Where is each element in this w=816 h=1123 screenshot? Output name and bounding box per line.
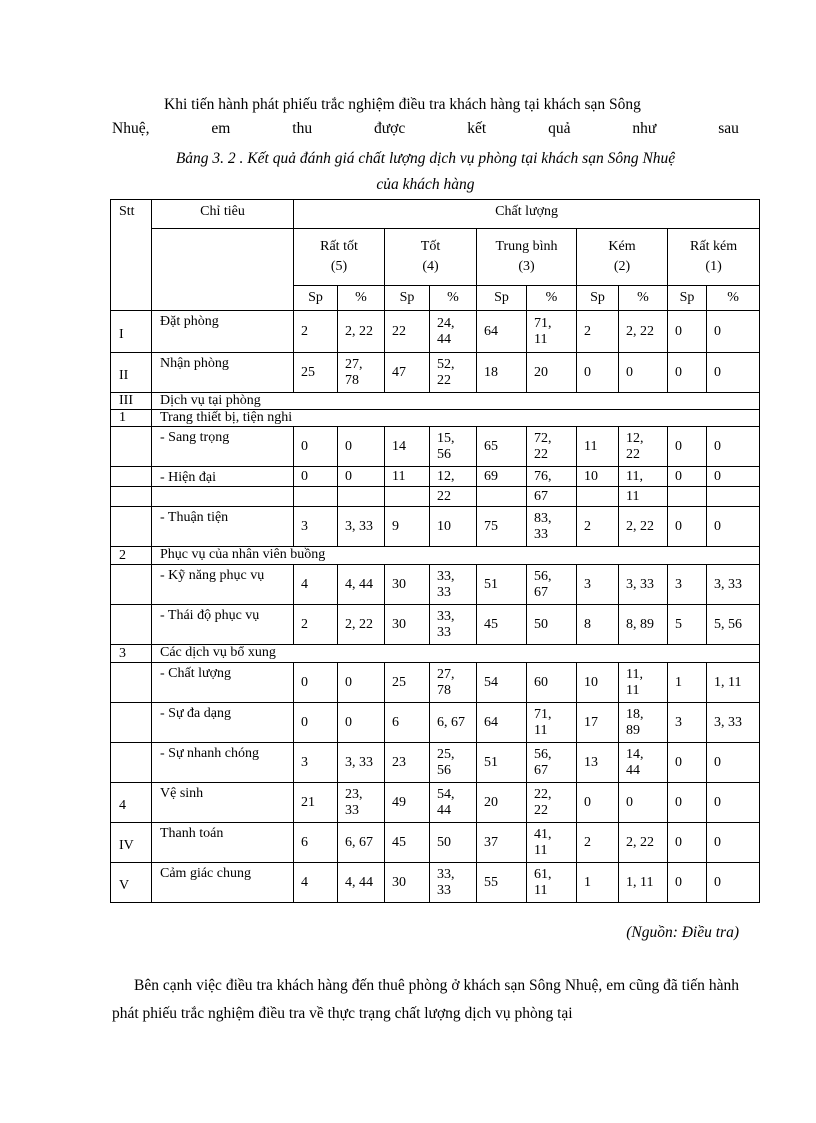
table-cell: 27, 78	[338, 353, 385, 393]
row-stt: II	[111, 353, 152, 393]
table-caption	[112, 146, 739, 198]
table-cell: 22, 22	[527, 783, 577, 823]
row-label: Trang thiết bị, tiện nghi	[152, 410, 760, 427]
table-row	[111, 565, 760, 605]
table-cell	[385, 487, 430, 507]
table-cell: 3	[294, 743, 338, 783]
header-sub: Sp	[294, 286, 338, 311]
table-row	[111, 783, 760, 823]
intro-word: quả	[548, 120, 571, 137]
table-cell: 10	[577, 663, 619, 703]
table-cell: 10	[577, 467, 619, 487]
table-row	[111, 645, 760, 663]
table-cell: 17	[577, 703, 619, 743]
table-cell: 54, 44	[430, 783, 477, 823]
intro-line-2	[112, 117, 739, 141]
table-cell: 1, 11	[619, 863, 668, 903]
table-row	[111, 393, 760, 410]
table-cell: 75	[477, 507, 527, 547]
source-note: (Nguồn: Điều tra)	[626, 924, 739, 941]
table-cell: 65	[477, 427, 527, 467]
table-cell: 30	[385, 863, 430, 903]
row-stt	[111, 743, 152, 783]
table-cell: 56, 67	[527, 743, 577, 783]
row-label: Nhận phòng	[152, 353, 294, 393]
table-cell: 71, 11	[527, 703, 577, 743]
table-cell: 56, 67	[527, 565, 577, 605]
table-cell: 4	[294, 863, 338, 903]
level-name: Kém	[608, 239, 636, 254]
intro-line-1: Khi tiến hành phát phiếu trắc nghiệm điều tra khách hàng tại khách sạn Sông	[164, 96, 641, 113]
table-cell: 0	[668, 427, 707, 467]
row-stt	[111, 427, 152, 467]
table-cell: 47	[385, 353, 430, 393]
table-cell: 0	[707, 311, 760, 353]
header-sub: Sp	[668, 286, 707, 311]
table-cell: 1	[668, 663, 707, 703]
table-row	[111, 410, 760, 427]
table-cell: 67	[527, 487, 577, 507]
level-score: (4)	[422, 259, 439, 274]
table-cell: 0	[338, 663, 385, 703]
table-cell: 15, 56	[430, 427, 477, 467]
closing-paragraph: Bên cạnh việc điều tra khách hàng đến thuê phòng ở khách sạn Sông Nhuệ, em cũng đã tiến hành phát phiếu trắc nghiệm điều tra về thực trạng chất lượng dịch vụ phòng tại	[112, 977, 739, 1022]
table-cell: 14	[385, 427, 430, 467]
row-label: Các dịch vụ bổ xung	[152, 645, 760, 663]
table-cell: 11, 11	[619, 663, 668, 703]
table-cell: 2, 22	[338, 605, 385, 645]
table-cell: 18, 89	[619, 703, 668, 743]
header-sub: %	[707, 286, 760, 311]
table-cell: 2	[294, 311, 338, 353]
table-cell: 45	[477, 605, 527, 645]
table-cell: 0	[707, 783, 760, 823]
row-label: - Chất lượng	[152, 663, 294, 703]
row-stt: III	[111, 393, 152, 410]
table-cell: 41, 11	[527, 823, 577, 863]
row-stt	[111, 565, 152, 605]
table-cell	[707, 487, 760, 507]
table-cell: 22	[385, 311, 430, 353]
table-row	[111, 487, 760, 507]
level-score: (2)	[613, 259, 631, 274]
table-cell: 0	[707, 743, 760, 783]
table-cell: 12, 22	[619, 427, 668, 467]
row-label: - Sự đa dạng	[152, 703, 294, 743]
level-name: Trung bình	[495, 239, 558, 254]
header-criteria: Chỉ tiêu	[152, 200, 294, 229]
table-cell: 2	[294, 605, 338, 645]
table-cell: 64	[477, 311, 527, 353]
table-cell: 25	[294, 353, 338, 393]
row-stt	[111, 703, 152, 743]
row-label: - Kỹ năng phục vụ	[152, 565, 294, 605]
table-cell: 11,	[619, 467, 668, 487]
header-sub: %	[338, 286, 385, 311]
table-cell: 3	[668, 565, 707, 605]
table-cell: 2	[577, 823, 619, 863]
header-levels-row	[111, 229, 760, 286]
table-row	[111, 311, 760, 353]
table-cell	[477, 487, 527, 507]
table-cell: 0	[707, 427, 760, 467]
table-cell: 0	[577, 783, 619, 823]
table-cell: 45	[385, 823, 430, 863]
table-cell: 60	[527, 663, 577, 703]
table-cell: 71, 11	[527, 311, 577, 353]
table-cell: 4, 44	[338, 565, 385, 605]
table-row	[111, 743, 760, 783]
header-level	[668, 229, 760, 286]
level-name: Rất kém	[690, 239, 738, 254]
header-level	[385, 229, 477, 286]
table-cell: 0	[668, 743, 707, 783]
row-label: Phục vụ của nhân viên buồng	[152, 547, 760, 565]
table-cell: 2	[577, 311, 619, 353]
row-stt: 4	[111, 783, 152, 823]
table-cell: 0	[577, 353, 619, 393]
row-label: - Sự nhanh chóng	[152, 743, 294, 783]
table-cell: 21	[294, 783, 338, 823]
table-cell: 3	[668, 703, 707, 743]
table-cell: 3	[577, 565, 619, 605]
table-cell: 55	[477, 863, 527, 903]
table-cell: 2, 22	[619, 823, 668, 863]
table-cell: 8, 89	[619, 605, 668, 645]
table-row	[111, 547, 760, 565]
table-cell: 33, 33	[430, 863, 477, 903]
table-cell: 1, 11	[707, 663, 760, 703]
table-row	[111, 467, 760, 487]
table-cell: 24, 44	[430, 311, 477, 353]
table-cell: 30	[385, 565, 430, 605]
table-cell: 33, 33	[430, 565, 477, 605]
table-cell: 18	[477, 353, 527, 393]
table-cell: 83, 33	[527, 507, 577, 547]
row-label: Thanh toán	[152, 823, 294, 863]
intro-word: Nhuệ,	[112, 120, 150, 137]
table-cell: 22	[430, 487, 477, 507]
header-level	[477, 229, 577, 286]
table-cell: 2, 22	[619, 311, 668, 353]
table-cell: 72, 22	[527, 427, 577, 467]
row-label: Cảm giác chung	[152, 863, 294, 903]
caption-line-1: Bảng 3. 2 . Kết quả đánh giá chất lượng dịch vụ phòng tại khách sạn Sông Nhuệ	[175, 150, 676, 167]
table-cell: 61, 11	[527, 863, 577, 903]
table-cell: 11	[577, 427, 619, 467]
table-cell: 13	[577, 743, 619, 783]
table-cell: 11	[385, 467, 430, 487]
table-row	[111, 823, 760, 863]
table-cell: 23	[385, 743, 430, 783]
table-cell: 51	[477, 743, 527, 783]
table-cell: 6	[294, 823, 338, 863]
table-cell: 0	[668, 783, 707, 823]
header-level	[577, 229, 668, 286]
table-cell: 3, 33	[338, 507, 385, 547]
table-cell: 64	[477, 703, 527, 743]
table-cell: 3, 33	[338, 743, 385, 783]
table-cell: 0	[707, 823, 760, 863]
table-cell: 3	[294, 507, 338, 547]
table-cell: 0	[294, 427, 338, 467]
table-cell	[338, 487, 385, 507]
row-label: - Thái độ phục vụ	[152, 605, 294, 645]
table-cell: 1	[577, 863, 619, 903]
row-stt	[111, 605, 152, 645]
row-stt: 3	[111, 645, 152, 663]
table-cell: 0	[668, 353, 707, 393]
table-cell: 25, 56	[430, 743, 477, 783]
table-cell: 8	[577, 605, 619, 645]
table-cell: 6	[385, 703, 430, 743]
table-cell: 0	[338, 467, 385, 487]
table-cell: 50	[527, 605, 577, 645]
row-label: - Thuận tiện	[152, 507, 294, 547]
table-cell: 25	[385, 663, 430, 703]
table-cell: 2	[577, 507, 619, 547]
row-label: Vệ sinh	[152, 783, 294, 823]
row-stt: 2	[111, 547, 152, 565]
table-cell: 4, 44	[338, 863, 385, 903]
table-cell: 33, 33	[430, 605, 477, 645]
row-label: Đặt phòng	[152, 311, 294, 353]
table-cell: 20	[527, 353, 577, 393]
caption-line-2: của khách hàng	[376, 176, 475, 193]
row-label: - Sang trọng	[152, 427, 294, 467]
table-cell: 0	[619, 783, 668, 823]
table-cell: 27, 78	[430, 663, 477, 703]
intro-word: em	[211, 120, 231, 137]
table-cell: 0	[668, 467, 707, 487]
table-cell: 54	[477, 663, 527, 703]
table-cell: 6, 67	[338, 823, 385, 863]
table-row	[111, 703, 760, 743]
table-cell: 9	[385, 507, 430, 547]
row-stt	[111, 467, 152, 487]
table-cell: 0	[668, 863, 707, 903]
header-row-1	[111, 200, 760, 229]
table-cell: 37	[477, 823, 527, 863]
table-cell: 0	[668, 823, 707, 863]
table-cell: 5, 56	[707, 605, 760, 645]
level-name: Rất tốt	[320, 239, 358, 254]
intro-word: như	[632, 120, 657, 137]
intro-word: kết	[467, 120, 487, 137]
row-stt	[111, 487, 152, 507]
table-cell: 0	[294, 467, 338, 487]
table-body	[111, 200, 760, 903]
table-cell: 23, 33	[338, 783, 385, 823]
intro-paragraph	[112, 93, 739, 141]
intro-word: sau	[718, 120, 739, 137]
table-cell: 0	[338, 427, 385, 467]
row-stt	[111, 507, 152, 547]
table-cell: 11	[619, 487, 668, 507]
table-cell: 50	[430, 823, 477, 863]
header-criteria-empty	[152, 229, 294, 311]
table-row	[111, 507, 760, 547]
table-cell: 12,	[430, 467, 477, 487]
header-sub: Sp	[477, 286, 527, 311]
header-stt: Stt	[111, 200, 152, 311]
table-cell: 3, 33	[707, 703, 760, 743]
table-cell: 0	[668, 311, 707, 353]
table-cell: 0	[668, 507, 707, 547]
level-name: Tốt	[420, 239, 441, 254]
table-cell: 0	[294, 663, 338, 703]
table-cell: 76,	[527, 467, 577, 487]
table-cell: 2, 22	[338, 311, 385, 353]
header-quality: Chất lượng	[294, 200, 760, 229]
table-cell: 51	[477, 565, 527, 605]
intro-word: được	[374, 120, 406, 137]
table-cell: 3, 33	[707, 565, 760, 605]
table-cell: 0	[619, 353, 668, 393]
header-sub: Sp	[385, 286, 430, 311]
header-sub: %	[527, 286, 577, 311]
table-cell	[294, 487, 338, 507]
table-cell: 49	[385, 783, 430, 823]
table-cell: 14, 44	[619, 743, 668, 783]
row-stt: IV	[111, 823, 152, 863]
intro-word: thu	[292, 120, 313, 137]
row-stt	[111, 663, 152, 703]
table-cell: 5	[668, 605, 707, 645]
table-cell: 0	[707, 863, 760, 903]
row-stt: V	[111, 863, 152, 903]
table-row	[111, 353, 760, 393]
table-cell	[577, 487, 619, 507]
quality-evaluation-table	[110, 199, 760, 903]
table-cell: 10	[430, 507, 477, 547]
table-row	[111, 427, 760, 467]
table-row	[111, 863, 760, 903]
row-stt: 1	[111, 410, 152, 427]
table-row	[111, 663, 760, 703]
table-cell: 4	[294, 565, 338, 605]
header-sub: %	[619, 286, 668, 311]
row-label: Dịch vụ tại phòng	[152, 393, 760, 410]
level-score: (1)	[705, 259, 722, 274]
table-cell: 0	[294, 703, 338, 743]
table-cell: 0	[338, 703, 385, 743]
header-level	[294, 229, 385, 286]
row-label: - Hiện đại	[152, 467, 294, 487]
table-cell	[668, 487, 707, 507]
level-score: (3)	[518, 259, 535, 274]
table-cell: 52, 22	[430, 353, 477, 393]
table-cell: 69	[477, 467, 527, 487]
table-cell: 0	[707, 353, 760, 393]
table-cell: 30	[385, 605, 430, 645]
table-cell: 20	[477, 783, 527, 823]
header-sub: Sp	[577, 286, 619, 311]
table-cell: 3, 33	[619, 565, 668, 605]
row-stt: I	[111, 311, 152, 353]
table-cell: 0	[707, 507, 760, 547]
table-cell: 6, 67	[430, 703, 477, 743]
row-label	[152, 487, 294, 507]
header-sub: %	[430, 286, 477, 311]
level-score: (5)	[330, 259, 348, 274]
table-cell: 0	[707, 467, 760, 487]
table-cell: 2, 22	[619, 507, 668, 547]
table-row	[111, 605, 760, 645]
